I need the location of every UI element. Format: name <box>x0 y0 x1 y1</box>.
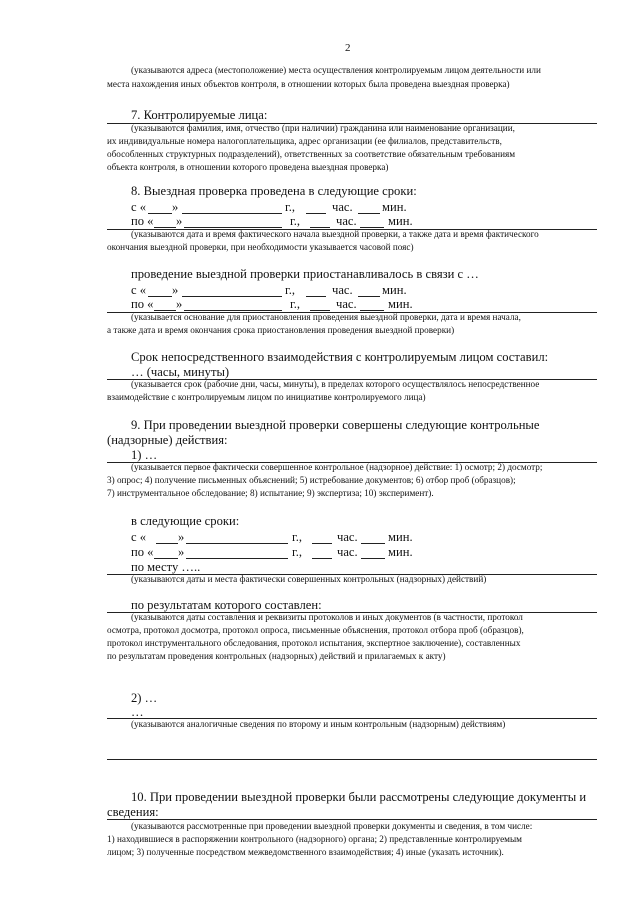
s9-result-hint-line-2: осмотра, протокол досмотра, протокол опроса, письменные объяснения, протокол отбора проб (образцов), <box>107 625 524 635</box>
s9-from-prefix: с « <box>131 530 147 544</box>
s8-to-hour: час. <box>336 214 357 228</box>
s9-terms-title: в следующие сроки: <box>131 514 240 528</box>
s8-to-year: г., <box>290 214 301 228</box>
s9-from-hour-blank <box>312 543 332 544</box>
s9-place-hint: (указываются даты и места фактически совершенных контрольных (надзорных) действий) <box>131 574 487 584</box>
s9-result-title: по результатам которого составлен: <box>131 598 322 612</box>
s9-to-year: г., <box>292 545 303 559</box>
s7-hint-line-2: их индивидуальные номера налогоплательщика, адрес организации (ее филиалов, представительств, <box>107 136 502 146</box>
s9-to-min: мин. <box>388 545 413 559</box>
s8-from-hour-blank <box>306 213 326 214</box>
s9-item-2-hint: (указываются аналогичные сведения по второму и иным контрольным (надзорным) действиям) <box>131 719 506 729</box>
s8-pause-hint-line-2: а также дата и время окончания срока приостановления проведения выездной проверки) <box>107 325 455 335</box>
s9-item-1-hint-line-3: 7) инструментальное обследование; 8) испытание; 9) экспертиза; 10) эксперимент). <box>107 488 434 498</box>
s8-pause-from-hour: час. <box>332 283 353 297</box>
s10-title-line-1: 10. При проведении выездной проверки были рассмотрены следующие документы и <box>131 790 587 804</box>
s9-from-month-blank <box>186 543 288 544</box>
s9-result-hint-line-3: протокол инструментального обследования, протокол испытания, экспертное заключение), составленных <box>107 638 521 648</box>
s8-to-prefix: по « <box>131 214 154 228</box>
s8-hint-line-1: (указываются дата и время фактического начала выездной проверки, а также дата и время фактического <box>131 229 539 239</box>
s8-pause-from-prefix: с « <box>131 283 147 297</box>
s8-pause-title: проведение выездной проверки приостанавливалось в связи с … <box>131 267 479 281</box>
s9-from-hour: час. <box>337 530 358 544</box>
s9-from-year: г., <box>292 530 303 544</box>
s8-title: 8. Выездная проверка проведена в следующие сроки: <box>131 184 417 198</box>
s6-hint-line-2: места нахождения иных объектов контроля, в отношении которых была проведена выездная проверка) <box>107 79 510 89</box>
s8-interaction-title: Срок непосредственного взаимодействия с контролируемым лицом составил: <box>131 350 549 364</box>
s7-hint-line-3: обособленных структурных подразделений), ответственных за соответствие обязательным требованиям <box>107 149 516 159</box>
s8-pause-from-quote: » <box>172 283 179 297</box>
s7-hint-line-4: объекта контроля, в отношении которого проведена выездная проверка) <box>107 162 389 172</box>
s9-to-prefix: по « <box>131 545 154 559</box>
s9-to-hour: час. <box>337 545 358 559</box>
s10-hint-line-2: 1) находившиеся в распоряжении контрольного (надзорного) органа; 2) представленные контролируемым <box>107 834 522 844</box>
s9-to-hour-blank <box>312 558 332 559</box>
s9-item-2: 2) … <box>131 691 158 705</box>
s8-pause-from-min: мин. <box>382 283 407 297</box>
s9-to-quote: » <box>178 545 185 559</box>
s8-to-quote: » <box>176 214 183 228</box>
s8-pause-to-min: мин. <box>388 297 413 311</box>
s9-title-line-2: (надзорные) действия: <box>107 433 228 447</box>
s9-title-line-1: 9. При проведении выездной проверки совершены следующие контрольные <box>131 418 540 432</box>
s9-from-min: мин. <box>388 530 413 544</box>
s8-pause-to-year: г., <box>290 297 301 311</box>
s8-from-prefix: с « <box>131 200 147 214</box>
s8-to-min: мин. <box>388 214 413 228</box>
page-number: 2 <box>345 42 351 54</box>
s9-item-1: 1) … <box>131 448 158 462</box>
s8-from-month-blank <box>182 213 282 214</box>
s8-pause-from-hour-blank <box>306 296 326 297</box>
s8-interaction-value: … (часы, минуты) <box>131 365 230 379</box>
s8-from-min-blank <box>358 213 380 214</box>
s9-to-day-blank <box>154 558 178 559</box>
s8-from-min: мин. <box>382 200 407 214</box>
s8-pause-to-prefix: по « <box>131 297 154 311</box>
s9-from-day-blank <box>156 543 178 544</box>
s8-pause-from-month-blank <box>182 296 282 297</box>
s9-to-month-blank <box>186 558 288 559</box>
s6-hint-line-1: (указываются адреса (местоположение) места осуществления контролируемым лицом деятельности или <box>131 65 541 75</box>
s9-item-1-hint-line-1: (указывается первое фактически совершенное контрольное (надзорное) действие: 1) осмотр; 2) досмотр; <box>131 462 543 472</box>
s9-from-min-blank <box>361 543 385 544</box>
s10-hint-line-3: лицом; 3) полученные посредством межведомственного взаимодействия; 4) иные (указать источник). <box>107 847 504 857</box>
s8-hint-line-2: окончания выездной проверки, при необходимости указывается часовой пояс) <box>107 242 414 252</box>
s8-from-hour: час. <box>332 200 353 214</box>
s7-title: 7. Контролируемые лица: <box>131 108 268 122</box>
s9-place: по месту ….. <box>131 560 201 574</box>
s9-result-hint-line-4: по результатам проведения контрольных (надзорных) действий и прилагаемых к акту) <box>107 651 446 661</box>
s10-hint-line-1: (указываются рассмотренные при проведении выездной проверки документы и сведения, в том числе: <box>131 821 533 831</box>
s10-title-line-2: сведения: <box>107 805 159 819</box>
s9-blank-line <box>107 759 597 760</box>
s9-from-quote: » <box>178 530 185 544</box>
s9-item-1-hint-line-2: 3) опрос; 4) получение письменных объяснений; 5) истребование документов; 6) отбор проб (образцов); <box>107 475 516 485</box>
s8-pause-hint-line-1: (указывается основание для приостановления проведения выездной проверки, дата и время начала, <box>131 312 521 322</box>
s8-from-quote: » <box>172 200 179 214</box>
s7-hint-line-1: (указываются фамилия, имя, отчество (при наличии) гражданина или наименование организации, <box>131 123 515 133</box>
s8-pause-to-hour: час. <box>336 297 357 311</box>
s8-pause-from-year: г., <box>285 283 296 297</box>
s8-pause-from-min-blank <box>358 296 380 297</box>
s8-interaction-hint-line-1: (указывается срок (рабочие дни, часы, минуты), в пределах которого осуществлялось непосредственное <box>131 379 540 389</box>
s8-pause-to-quote: » <box>176 297 183 311</box>
s9-item-2-more: … <box>131 705 144 719</box>
s8-interaction-hint-line-2: взаимодействие с контролируемым лицом по инициативе контролируемого лица) <box>107 392 426 402</box>
s9-result-hint-line-1: (указываются даты составления и реквизиты протоколов и иных документов (в частности, протокол <box>131 612 523 622</box>
s9-to-min-blank <box>361 558 385 559</box>
s8-from-year: г., <box>285 200 296 214</box>
